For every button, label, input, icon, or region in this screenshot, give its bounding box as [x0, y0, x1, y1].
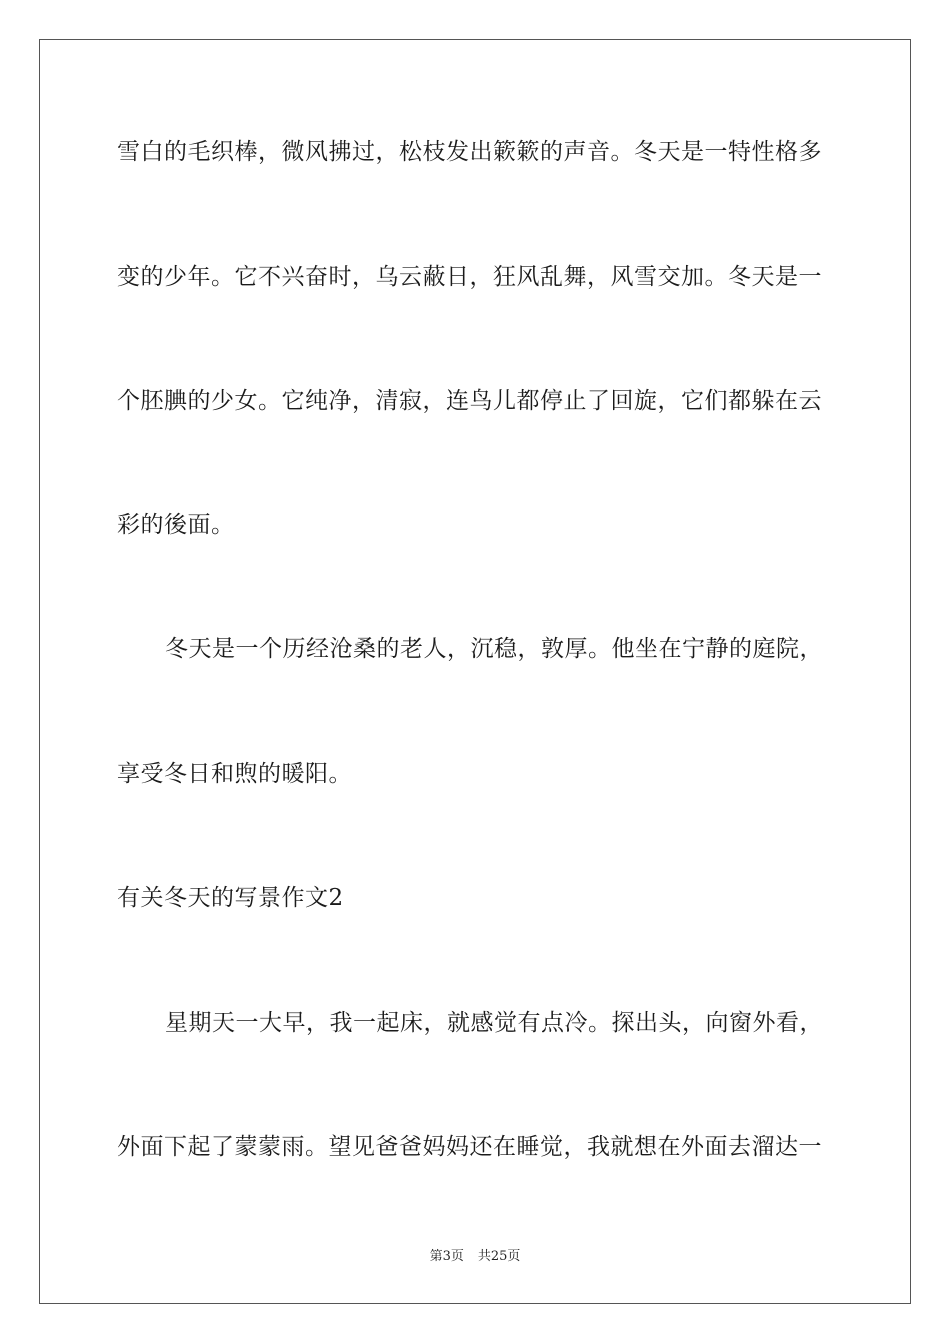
text-line-6: 享受冬日和煦的暖阳。 [117, 761, 352, 787]
text-line-1: 雪白的毛织棒，微风拂过，松枝发出簌簌的声音。冬天是一特性格多 [117, 139, 822, 165]
page-footer [0, 1248, 950, 1266]
text-line-9: 外面下起了蒙蒙雨。望见爸爸妈妈还在睡觉，我就想在外面去溜达一 [117, 1134, 822, 1160]
paragraph-first-line-2: 星期天一大早，我一起床，就感觉有点冷。探出头，向窗外看， [165, 1010, 823, 1036]
text-line-3: 个胚腆的少女。它纯净，清寂，连鸟儿都停止了回旋，它们都躲在云 [117, 388, 822, 414]
paragraph-first-line: 冬天是一个历经沧桑的老人，沉稳，敦厚。他坐在宁静的庭院， [165, 636, 823, 662]
page-number: 第3页 [429, 1249, 464, 1264]
text-line-4: 彩的後面。 [117, 512, 235, 538]
section-heading: 有关冬天的写景作文2 [117, 885, 344, 911]
text-line-2: 变的少年。它不兴奋时，乌云蔽日，狂风乱舞，风雪交加。冬天是一 [117, 264, 822, 290]
page-frame [39, 39, 911, 1304]
page-total: 共25页 [477, 1249, 521, 1264]
